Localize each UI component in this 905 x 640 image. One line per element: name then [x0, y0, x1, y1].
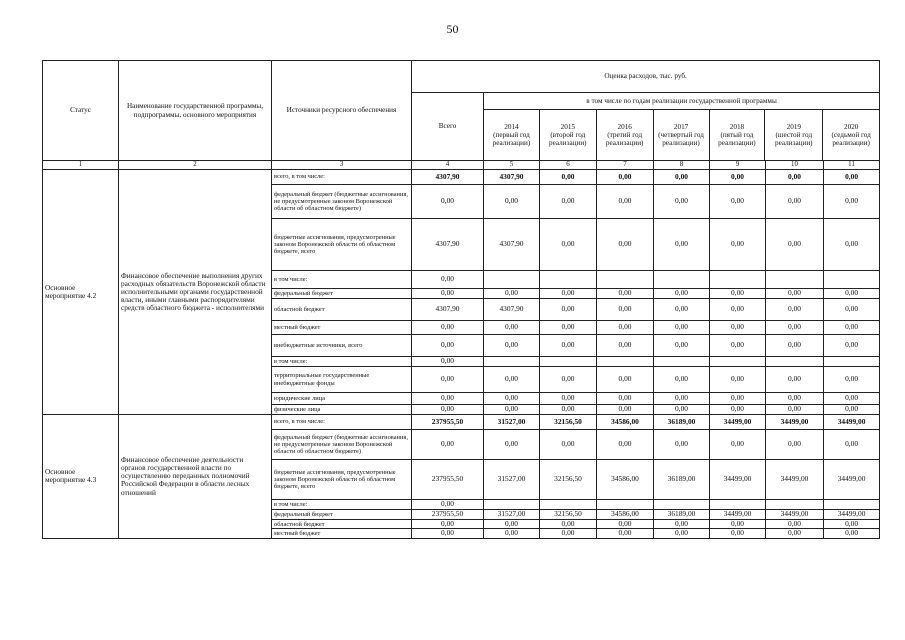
- value-cell: 34499,00: [766, 415, 824, 430]
- value-cell: 34499,00: [710, 460, 766, 500]
- value-cell: 0,00: [654, 299, 710, 321]
- value-cell: [654, 500, 710, 510]
- value-cell: 0,00: [412, 321, 484, 335]
- value-cell: 4307,90: [484, 170, 540, 185]
- value-cell: 0,00: [597, 299, 654, 321]
- value-cell: 0,00: [824, 393, 880, 405]
- value-cell: 0,00: [540, 321, 597, 335]
- year-value: 2016: [617, 122, 632, 131]
- value-cell: 0,00: [766, 299, 824, 321]
- value-cell: [824, 271, 880, 289]
- column-number: 8: [654, 161, 710, 170]
- source-cell: юридические лица: [272, 393, 412, 405]
- value-cell: 31527,00: [484, 460, 540, 500]
- source-cell: всего, в том числе:: [272, 415, 412, 430]
- activity-name-cell: Финансовое обеспечение деятельности органов государственной власти по осуществлению переданных полномочий Российской Федерации в области лесных отношений: [119, 415, 272, 539]
- by-years-header: в том числе по годам реализации государственной программы: [484, 93, 879, 110]
- value-cell: [710, 500, 766, 510]
- source-cell: в том числе:: [272, 271, 412, 289]
- source-cell: федеральный бюджет (бюджетные ассигнования, не предусмотренные законом Воронежской области об областном бюджете): [272, 185, 412, 219]
- value-cell: 0,00: [484, 367, 540, 393]
- source-cell: в том числе:: [272, 500, 412, 510]
- column-number: 6: [540, 161, 597, 170]
- value-cell: 0,00: [766, 520, 824, 529]
- value-cell: 34499,00: [766, 460, 824, 500]
- estimate-header: Оценка расходов, тыс. руб.: [412, 61, 880, 93]
- value-cell: 0,00: [710, 219, 766, 271]
- value-cell: 0,00: [824, 289, 880, 299]
- value-cell: 0,00: [540, 430, 597, 460]
- value-cell: 0,00: [484, 185, 540, 219]
- value-cell: 0,00: [412, 520, 484, 529]
- years-row: [484, 110, 879, 160]
- column-number: 1: [43, 161, 119, 170]
- column-number: 2: [119, 161, 272, 170]
- value-cell: 0,00: [654, 405, 710, 415]
- year-label: (шестой год реализации): [775, 130, 813, 148]
- value-cell: 36189,00: [654, 510, 710, 520]
- year-header-2018: [710, 110, 766, 160]
- value-cell: [654, 271, 710, 289]
- year-value: 2017: [673, 122, 689, 131]
- value-cell: 0,00: [824, 321, 880, 335]
- value-cell: 0,00: [710, 299, 766, 321]
- source-cell: внебюджетные источники, всего: [272, 335, 412, 357]
- year-label: (первый год реализации): [492, 130, 531, 148]
- year-header-2019: [765, 110, 823, 160]
- value-cell: [766, 500, 824, 510]
- value-cell: 31527,00: [484, 415, 540, 430]
- source-cell: федеральный бюджет (бюджетные ассигнования, не предусмотренные законом Воронежской области об областном бюджете): [272, 430, 412, 460]
- year-label: (четвертый год реализации): [658, 130, 704, 148]
- value-cell: 4307,90: [484, 299, 540, 321]
- column-number: 3: [272, 161, 412, 170]
- value-cell: 0,00: [824, 405, 880, 415]
- value-cell: [597, 500, 654, 510]
- column-number: 10: [766, 161, 824, 170]
- table-row: [43, 415, 880, 430]
- value-cell: [540, 357, 597, 367]
- value-cell: 0,00: [766, 393, 824, 405]
- column-number: 7: [597, 161, 654, 170]
- value-cell: [597, 357, 654, 367]
- value-cell: 0,00: [484, 289, 540, 299]
- value-cell: 34499,00: [824, 415, 880, 430]
- year-value: 2015: [560, 122, 575, 131]
- value-cell: 0,00: [766, 430, 824, 460]
- value-cell: 32156,50: [540, 510, 597, 520]
- value-cell: 0,00: [412, 405, 484, 415]
- value-cell: [824, 357, 880, 367]
- source-cell: местный бюджет: [272, 321, 412, 335]
- year-label: (пятый год реализации): [718, 130, 756, 148]
- value-cell: [597, 271, 654, 289]
- value-cell: 34499,00: [824, 460, 880, 500]
- year-value: 2020: [844, 122, 859, 131]
- value-cell: 0,00: [412, 430, 484, 460]
- column-number-row: [43, 161, 880, 170]
- year-label: (второй год реализации): [549, 130, 587, 148]
- value-cell: 0,00: [710, 289, 766, 299]
- value-cell: 0,00: [484, 335, 540, 357]
- value-cell: 34586,00: [597, 510, 654, 520]
- year-value: 2018: [729, 122, 745, 131]
- value-cell: [654, 357, 710, 367]
- value-cell: 34499,00: [824, 510, 880, 520]
- source-cell: областной бюджет: [272, 520, 412, 529]
- year-label: (третий год реализации): [605, 130, 644, 148]
- value-cell: 0,00: [597, 321, 654, 335]
- value-cell: 0,00: [824, 520, 880, 529]
- value-cell: 4307,90: [412, 219, 484, 271]
- value-cell: 0,00: [540, 520, 597, 529]
- value-cell: 0,00: [654, 520, 710, 529]
- value-cell: [710, 271, 766, 289]
- source-cell: федеральный бюджет: [272, 510, 412, 520]
- value-cell: 0,00: [766, 529, 824, 538]
- activity-name-cell: Финансовое обеспечение выполнения других расходных обязательств Воронежской области исполнительными органами государственной власти, иными главными распорядителями средств областного бюджета - исполнителями: [119, 170, 272, 415]
- value-cell: 0,00: [654, 529, 710, 538]
- value-cell: 0,00: [654, 185, 710, 219]
- value-cell: 0,00: [766, 405, 824, 415]
- value-cell: 34499,00: [710, 510, 766, 520]
- value-cell: 0,00: [412, 357, 484, 367]
- value-cell: 0,00: [412, 185, 484, 219]
- status-header: Статус: [43, 61, 119, 161]
- value-cell: 0,00: [597, 335, 654, 357]
- value-cell: 0,00: [597, 170, 654, 185]
- source-cell: областной бюджет: [272, 299, 412, 321]
- source-cell: физические лица: [272, 405, 412, 415]
- value-cell: 4307,90: [412, 299, 484, 321]
- value-cell: 0,00: [540, 393, 597, 405]
- year-header-2020: [823, 110, 879, 160]
- value-cell: 0,00: [540, 299, 597, 321]
- value-cell: 0,00: [597, 405, 654, 415]
- value-cell: 0,00: [412, 271, 484, 289]
- value-cell: 0,00: [540, 170, 597, 185]
- value-cell: 0,00: [824, 335, 880, 357]
- value-cell: 34499,00: [766, 510, 824, 520]
- value-cell: 4307,90: [412, 170, 484, 185]
- value-cell: 0,00: [412, 529, 484, 538]
- value-cell: [766, 357, 824, 367]
- source-cell: территориальные государственные внебюджетные фонды: [272, 367, 412, 393]
- value-cell: 237955,50: [412, 460, 484, 500]
- sources-header: Источники ресурсного обеспечения: [272, 61, 412, 161]
- value-cell: [766, 271, 824, 289]
- source-cell: бюджетные ассигнования, предусмотренные законом Воронежской области об областном бюджете, всего: [272, 219, 412, 271]
- value-cell: 0,00: [824, 529, 880, 538]
- column-number: 9: [710, 161, 766, 170]
- value-cell: [484, 500, 540, 510]
- value-cell: 0,00: [540, 367, 597, 393]
- value-cell: 0,00: [412, 289, 484, 299]
- value-cell: 0,00: [484, 393, 540, 405]
- value-cell: 31527,00: [484, 510, 540, 520]
- value-cell: 0,00: [710, 393, 766, 405]
- column-number: 5: [484, 161, 540, 170]
- value-cell: 0,00: [412, 335, 484, 357]
- value-cell: 0,00: [824, 367, 880, 393]
- value-cell: 237955,50: [412, 415, 484, 430]
- value-cell: [484, 271, 540, 289]
- value-cell: [540, 271, 597, 289]
- value-cell: 0,00: [597, 430, 654, 460]
- value-cell: 34499,00: [710, 415, 766, 430]
- value-cell: 0,00: [766, 170, 824, 185]
- value-cell: 0,00: [654, 367, 710, 393]
- value-cell: 0,00: [766, 219, 824, 271]
- value-cell: 0,00: [710, 520, 766, 529]
- name-header: Наименование государственной программы, подпрограммы, основного мероприятия: [119, 61, 272, 161]
- status-cell: Основное мероприятие 4.3: [43, 415, 119, 539]
- value-cell: 0,00: [484, 405, 540, 415]
- value-cell: 0,00: [824, 299, 880, 321]
- value-cell: 0,00: [597, 529, 654, 538]
- source-cell: бюджетные ассигнования, предусмотренные законом Воронежской области об областном бюджете, всего: [272, 460, 412, 500]
- value-cell: 0,00: [766, 321, 824, 335]
- value-cell: 36189,00: [654, 415, 710, 430]
- value-cell: [710, 357, 766, 367]
- value-cell: 0,00: [766, 289, 824, 299]
- budget-table: [42, 60, 880, 539]
- value-cell: 0,00: [597, 393, 654, 405]
- value-cell: 0,00: [484, 321, 540, 335]
- value-cell: 0,00: [540, 529, 597, 538]
- year-value: 2019: [786, 122, 801, 131]
- value-cell: 0,00: [484, 430, 540, 460]
- table-row: [43, 170, 880, 185]
- value-cell: 0,00: [710, 170, 766, 185]
- value-cell: 0,00: [412, 500, 484, 510]
- value-cell: 0,00: [484, 529, 540, 538]
- value-cell: 0,00: [654, 321, 710, 335]
- value-cell: 0,00: [654, 430, 710, 460]
- year-label: (седьмой год реализации): [831, 130, 871, 148]
- source-cell: всего, в том числе:: [272, 170, 412, 185]
- value-cell: 0,00: [597, 520, 654, 529]
- value-cell: 0,00: [766, 367, 824, 393]
- value-cell: 0,00: [597, 219, 654, 271]
- value-cell: 0,00: [412, 393, 484, 405]
- year-header-2015: [540, 110, 597, 160]
- value-cell: 0,00: [766, 335, 824, 357]
- column-number: 4: [412, 161, 484, 170]
- value-cell: 0,00: [484, 520, 540, 529]
- value-cell: 0,00: [710, 430, 766, 460]
- value-cell: 0,00: [597, 185, 654, 219]
- value-cell: 0,00: [540, 335, 597, 357]
- value-cell: 0,00: [710, 321, 766, 335]
- status-cell: Основное мероприятие 4.2: [43, 170, 119, 415]
- value-cell: 237955,50: [412, 510, 484, 520]
- value-cell: 32156,50: [540, 460, 597, 500]
- value-cell: 34586,00: [597, 460, 654, 500]
- value-cell: 0,00: [824, 185, 880, 219]
- value-cell: 0,00: [824, 219, 880, 271]
- value-cell: 0,00: [654, 289, 710, 299]
- value-cell: 32156,50: [540, 415, 597, 430]
- value-cell: 0,00: [654, 335, 710, 357]
- value-cell: 0,00: [654, 170, 710, 185]
- total-header: Всего: [412, 93, 484, 161]
- source-cell: местный бюджет: [272, 529, 412, 538]
- value-cell: 0,00: [597, 289, 654, 299]
- value-cell: [824, 500, 880, 510]
- value-cell: 0,00: [597, 367, 654, 393]
- value-cell: 0,00: [824, 170, 880, 185]
- value-cell: 0,00: [654, 219, 710, 271]
- value-cell: 0,00: [540, 219, 597, 271]
- value-cell: 34586,00: [597, 415, 654, 430]
- year-value: 2014: [504, 122, 519, 131]
- value-cell: 0,00: [540, 405, 597, 415]
- value-cell: 36189,00: [654, 460, 710, 500]
- value-cell: 0,00: [710, 185, 766, 219]
- value-cell: 0,00: [824, 430, 880, 460]
- value-cell: [540, 500, 597, 510]
- source-cell: в том числе:: [272, 357, 412, 367]
- value-cell: 0,00: [710, 367, 766, 393]
- year-header-2016: [597, 110, 654, 160]
- value-cell: [484, 357, 540, 367]
- value-cell: 0,00: [710, 529, 766, 538]
- source-cell: федеральный бюджет: [272, 289, 412, 299]
- value-cell: 0,00: [710, 405, 766, 415]
- years-header: [484, 93, 880, 161]
- value-cell: 0,00: [710, 335, 766, 357]
- year-header-2017: [654, 110, 710, 160]
- value-cell: 4307,90: [484, 219, 540, 271]
- year-header-2014: [484, 110, 540, 160]
- value-cell: 0,00: [540, 185, 597, 219]
- page-number: 50: [446, 22, 459, 36]
- column-number: 11: [824, 161, 880, 170]
- value-cell: 0,00: [766, 185, 824, 219]
- value-cell: 0,00: [540, 289, 597, 299]
- value-cell: 0,00: [412, 367, 484, 393]
- table-body: [43, 170, 880, 539]
- value-cell: 0,00: [654, 393, 710, 405]
